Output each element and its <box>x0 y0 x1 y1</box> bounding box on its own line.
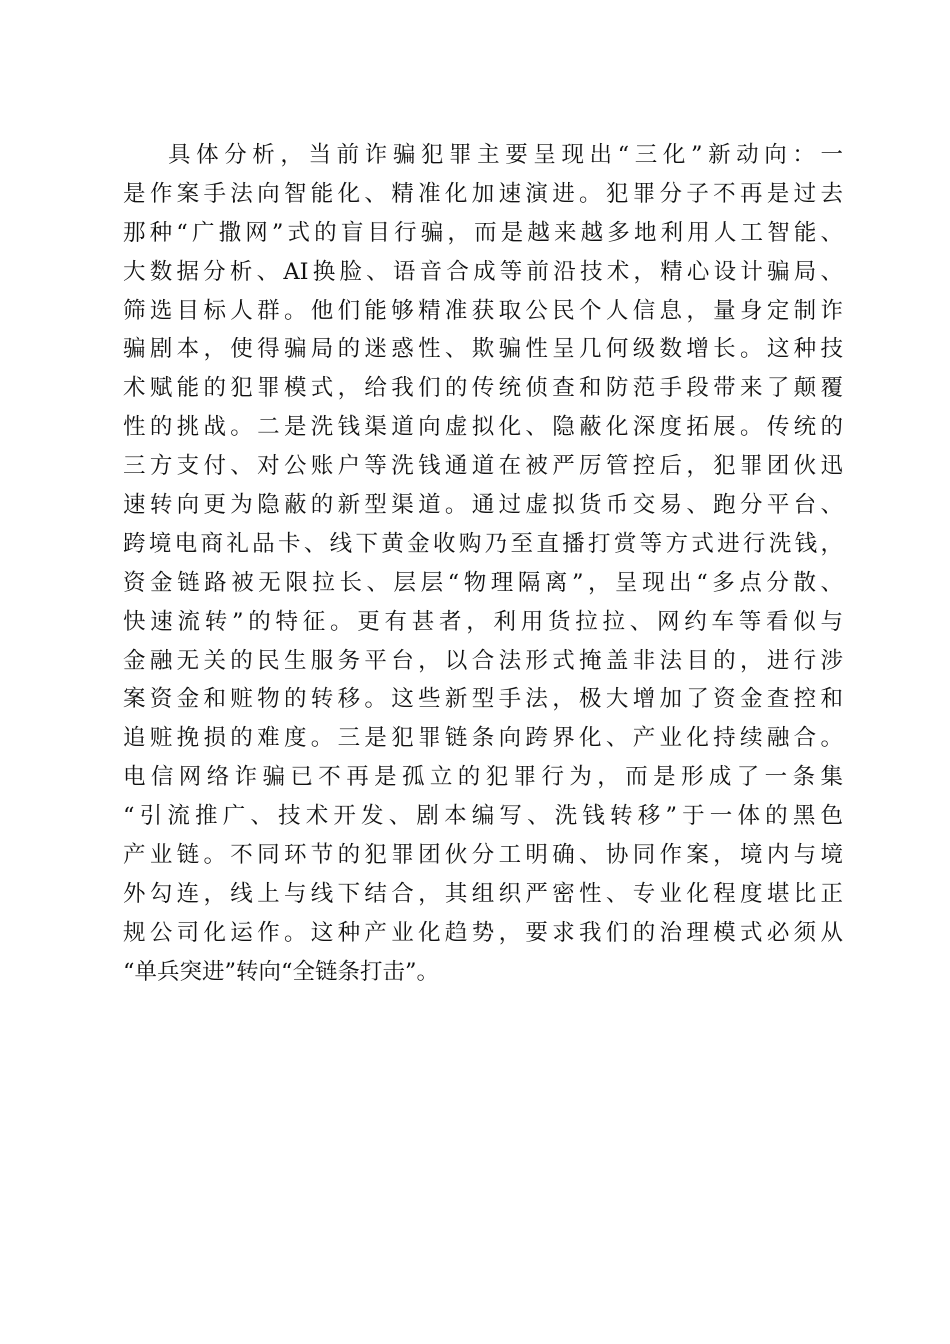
paragraph-line: 案资金和赃物的转移。这些新型手法，极大增加了资金查控和 <box>123 686 843 713</box>
paragraph-line: 大数据分析、AI换脸、语音合成等前沿技术，精心设计骗局、 <box>123 258 843 285</box>
paragraph-line: 资金链路被无限拉长、层层“物理隔离”，呈现出“多点分散、 <box>123 569 843 596</box>
paragraph-line: 性的挑战。二是洗钱渠道向虚拟化、隐蔽化深度拓展。传统的 <box>123 414 843 441</box>
paragraph-line: 跨境电商礼品卡、线下黄金收购乃至直播打赏等方式进行洗钱， <box>123 530 843 557</box>
paragraph-line: 那种“广撒网”式的盲目行骗，而是越来越多地利用人工智能、 <box>123 219 843 246</box>
paragraph-line: 产业链。不同环节的犯罪团伙分工明确、协同作案，境内与境 <box>123 842 843 869</box>
paragraph-line: 是作案手法向智能化、精准化加速演进。犯罪分子不再是过去 <box>123 180 843 207</box>
paragraph-line: 外勾连，线上与线下结合，其组织严密性、专业化程度堪比正 <box>123 880 843 907</box>
paragraph-line: 电信网络诈骗已不再是孤立的犯罪行为，而是形成了一条集 <box>123 764 843 791</box>
paragraph-line: “单兵突进”转向“全链条打击”。 <box>123 958 440 985</box>
paragraph-line: 术赋能的犯罪模式，给我们的传统侦查和防范手段带来了颠覆 <box>123 375 843 402</box>
paragraph-line: 速转向更为隐蔽的新型渠道。通过虚拟货币交易、跑分平台、 <box>123 492 843 519</box>
paragraph-line: “引流推广、技术开发、剧本编写、洗钱转移”于一体的黑色 <box>123 803 843 830</box>
paragraph-line: 快速流转”的特征。更有甚者，利用货拉拉、网约车等看似与 <box>123 608 843 635</box>
paragraph-line: 骗剧本，使得骗局的迷惑性、欺骗性呈几何级数增长。这种技 <box>123 336 843 363</box>
paragraph-line: 规公司化运作。这种产业化趋势，要求我们的治理模式必须从 <box>123 919 843 946</box>
paragraph-line: 追赃挽损的难度。三是犯罪链条向跨界化、产业化持续融合。 <box>123 725 843 752</box>
paragraph-line: 三方支付、对公账户等洗钱通道在被严厉管控后，犯罪团伙迅 <box>123 453 843 480</box>
paragraph-line: 筛选目标人群。他们能够精准获取公民个人信息，量身定制诈 <box>123 297 843 324</box>
paragraph-line: 金融无关的民生服务平台，以合法形式掩盖非法目的，进行涉 <box>123 647 843 674</box>
body-paragraph <box>123 136 843 992</box>
paragraph-line: 具体分析，当前诈骗犯罪主要呈现出“三化”新动向：一 <box>168 142 843 168</box>
